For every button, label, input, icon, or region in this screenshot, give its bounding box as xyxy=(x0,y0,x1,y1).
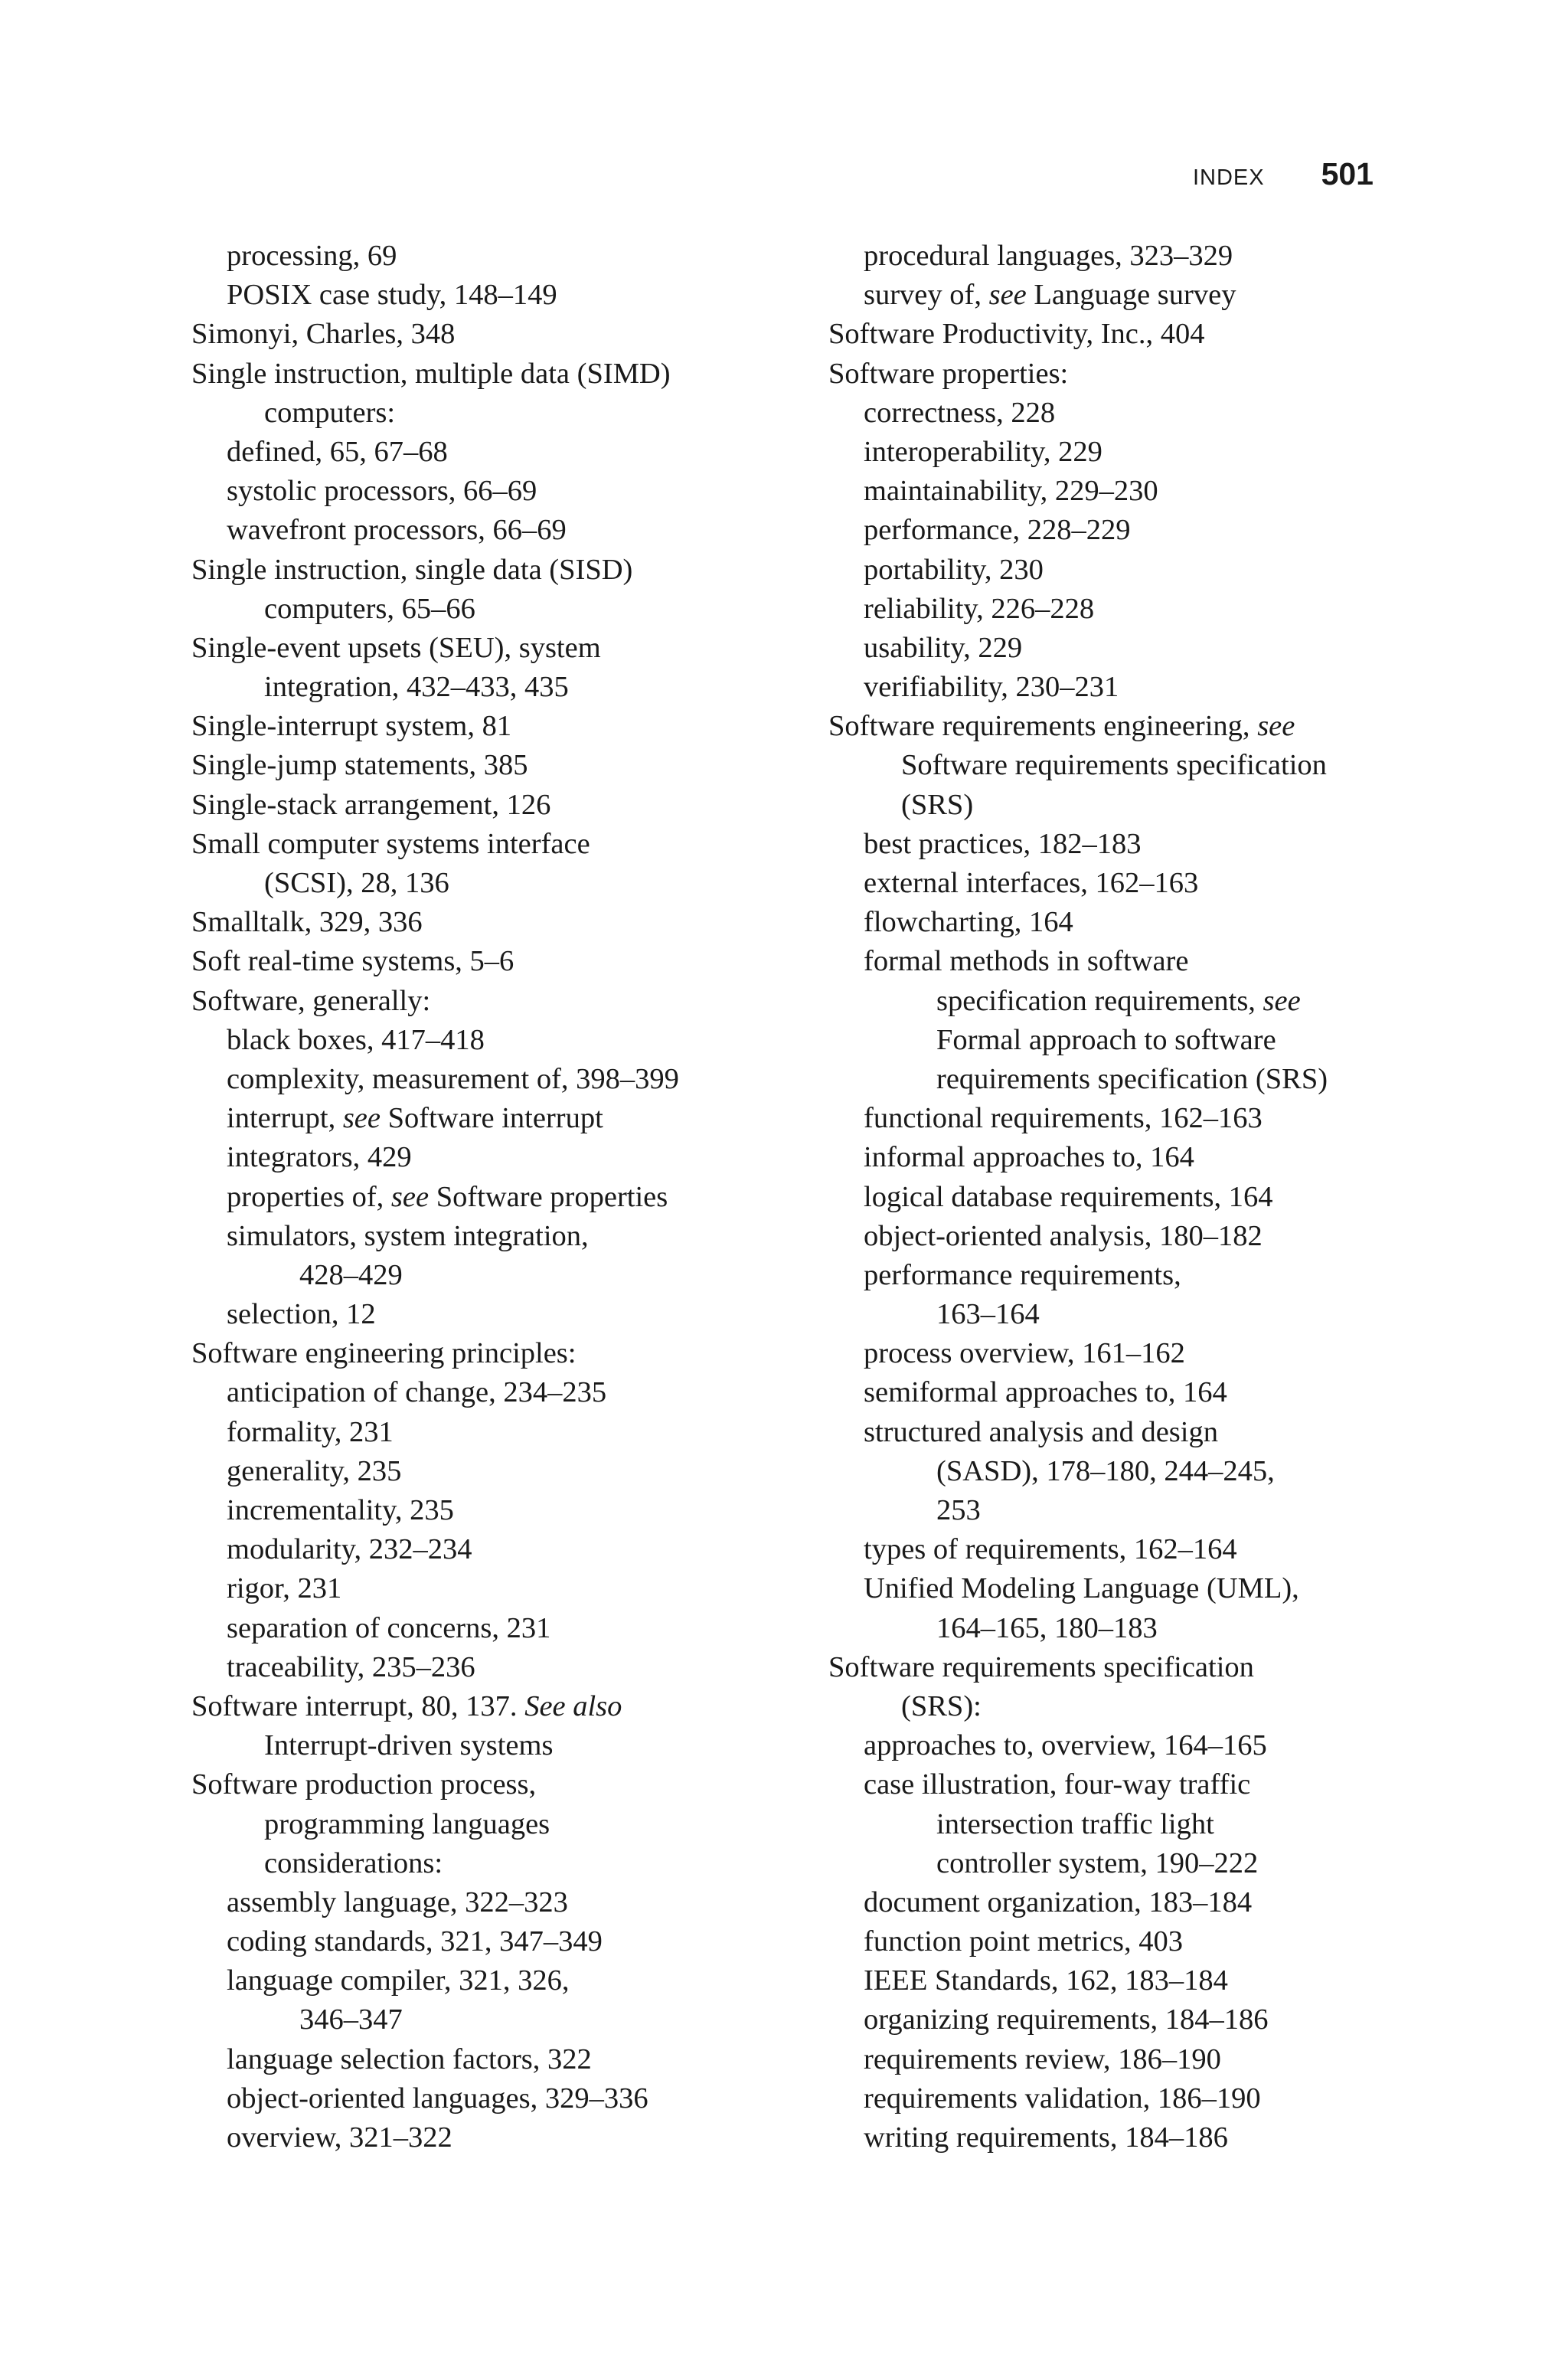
index-entry xyxy=(191,1452,773,1491)
index-entry-text: maintainability, 229–230 xyxy=(864,475,1158,508)
index-entry xyxy=(828,1883,1410,1922)
index-entry xyxy=(828,942,1410,981)
index-entry xyxy=(191,746,773,785)
index-entry xyxy=(828,433,1410,472)
index-entry xyxy=(828,1569,1410,1608)
index-entry xyxy=(828,1138,1410,1177)
index-entry-text: best practices, 182–183 xyxy=(864,827,1142,860)
index-entry-text: generality, 235 xyxy=(227,1454,402,1487)
index-entry xyxy=(828,825,1410,864)
index-entry xyxy=(828,707,1410,746)
index-entry xyxy=(191,982,773,1021)
index-entry xyxy=(191,2040,773,2079)
index-entry xyxy=(191,629,773,668)
index-entry xyxy=(191,1687,773,1726)
index-entry-text: correctness, 228 xyxy=(864,396,1056,429)
index-entry-text: functional requirements, 162–163 xyxy=(864,1102,1263,1135)
index-entry xyxy=(191,1805,773,1844)
index-entry xyxy=(191,551,773,590)
index-entry-text: 163–164 xyxy=(936,1298,1040,1331)
index-entry xyxy=(191,1021,773,1060)
index-entry xyxy=(828,1530,1410,1569)
index-entry-text: survey of, xyxy=(864,279,989,312)
index-entry xyxy=(828,1844,1410,1883)
index-entry xyxy=(191,1217,773,1256)
index-entry xyxy=(828,2040,1410,2079)
index-entry-text: 346–347 xyxy=(299,2003,403,2036)
index-entry xyxy=(828,1295,1410,1334)
index-entry-text: Software interrupt, 80, 137. xyxy=(191,1689,525,1722)
index-entry xyxy=(828,1491,1410,1530)
index-entry xyxy=(191,2118,773,2157)
cross-reference-term: see xyxy=(390,1180,430,1213)
cross-reference-term: see xyxy=(1257,710,1295,743)
index-entry xyxy=(191,864,773,903)
cross-reference-target: Language survey xyxy=(1026,279,1236,312)
index-entry-text: (SRS): xyxy=(901,1689,982,1722)
index-entry xyxy=(828,1922,1410,1961)
index-entry xyxy=(828,1256,1410,1295)
index-entry-text: requirements validation, 186–190 xyxy=(864,2082,1261,2115)
index-entry xyxy=(191,1334,773,1373)
index-entry-text: structured analysis and design xyxy=(864,1415,1218,1448)
index-entry xyxy=(828,1687,1410,1726)
index-entry-text: formality, 231 xyxy=(227,1415,394,1448)
index-entry-text: organizing requirements, 184–186 xyxy=(864,2003,1269,2036)
index-entry xyxy=(191,511,773,550)
index-entry-text: language selection factors, 322 xyxy=(227,2043,592,2075)
index-entry-text: Software, generally: xyxy=(191,984,431,1017)
index-entry xyxy=(828,472,1410,511)
index-entry-text: performance requirements, xyxy=(864,1258,1181,1291)
index-entry-text: controller system, 190–222 xyxy=(936,1846,1259,1879)
index-entry xyxy=(828,1413,1410,1452)
index-entry xyxy=(191,1138,773,1177)
index-entry-text: selection, 12 xyxy=(227,1298,376,1331)
cross-reference-term: see xyxy=(1263,984,1301,1017)
index-entry xyxy=(828,276,1410,315)
index-entry xyxy=(828,903,1410,942)
cross-reference-term: See also xyxy=(524,1689,622,1722)
index-entry xyxy=(828,1021,1410,1060)
index-entry xyxy=(191,1726,773,1765)
index-entry xyxy=(828,2000,1410,2039)
index-entry xyxy=(191,394,773,433)
index-entry-text: semiformal approaches to, 164 xyxy=(864,1376,1227,1409)
index-entry-text: Single instruction, single data (SISD) xyxy=(191,553,633,586)
index-entry xyxy=(828,1373,1410,1412)
index-entry xyxy=(191,2079,773,2118)
index-entry xyxy=(191,1413,773,1452)
cross-reference-target: Software properties xyxy=(429,1180,668,1213)
index-column-right xyxy=(828,237,1410,2157)
index-entry-text: usability, 229 xyxy=(864,631,1023,664)
index-entry xyxy=(191,942,773,981)
index-entry xyxy=(828,1609,1410,1648)
index-entry xyxy=(828,394,1410,433)
index-entry xyxy=(828,2079,1410,2118)
index-entry-text: (SASD), 178–180, 244–245, xyxy=(936,1454,1275,1487)
index-entry xyxy=(191,1491,773,1530)
index-entry-text: flowcharting, 164 xyxy=(864,906,1073,939)
index-entry xyxy=(191,786,773,825)
index-entry-text: writing requirements, 184–186 xyxy=(864,2121,1228,2154)
index-entry xyxy=(191,472,773,511)
index-entry-text: interrupt, xyxy=(227,1102,343,1135)
cross-reference-term: see xyxy=(988,279,1027,312)
index-entry xyxy=(828,237,1410,276)
index-entry-text: simulators, system integration, xyxy=(227,1219,589,1252)
index-entry-text: black boxes, 417–418 xyxy=(227,1023,485,1056)
index-entry xyxy=(191,1569,773,1608)
index-entry xyxy=(828,1099,1410,1138)
index-entry xyxy=(191,2000,773,2039)
index-entry xyxy=(828,315,1410,354)
index-entry-text: informal approaches to, 164 xyxy=(864,1141,1194,1174)
index-entry-text: Soft real-time systems, 5–6 xyxy=(191,945,514,978)
index-entry-text: programming languages xyxy=(264,1807,550,1840)
index-entry xyxy=(191,1099,773,1138)
index-entry-text: complexity, measurement of, 398–399 xyxy=(227,1062,679,1095)
index-entry-text: document organization, 183–184 xyxy=(864,1886,1253,1918)
index-entry-text: requirements review, 186–190 xyxy=(864,2043,1221,2075)
index-entry-text: assembly language, 322–323 xyxy=(227,1886,568,1918)
index-entry xyxy=(191,1765,773,1804)
index-entry xyxy=(828,746,1410,785)
index-entry-text: Small computer systems interface xyxy=(191,827,590,860)
index-entry-text: Software Productivity, Inc., 404 xyxy=(828,318,1205,351)
index-entry-text: modularity, 232–234 xyxy=(227,1533,472,1566)
index-entry-text: processing, 69 xyxy=(227,240,397,272)
index-entry-text: intersection traffic light xyxy=(936,1807,1214,1840)
index-entry-text: case illustration, four-way traffic xyxy=(864,1768,1251,1801)
index-entry-text: considerations: xyxy=(264,1846,443,1879)
index-entry-text: Software requirements specification xyxy=(828,1650,1254,1683)
index-entry-text: IEEE Standards, 162, 183–184 xyxy=(864,1964,1228,1997)
index-entry-text: approaches to, overview, 164–165 xyxy=(864,1729,1267,1762)
index-entry-text: Software engineering principles: xyxy=(191,1337,577,1370)
index-entry-text: Unified Modeling Language (UML), xyxy=(864,1572,1299,1605)
index-entry xyxy=(191,668,773,707)
index-entry-text: external interfaces, 162–163 xyxy=(864,867,1199,899)
index-entry-text: types of requirements, 162–164 xyxy=(864,1533,1237,1566)
index-entry xyxy=(191,276,773,315)
index-entry-text: 428–429 xyxy=(299,1258,403,1291)
index-entry xyxy=(191,433,773,472)
index-entry xyxy=(191,315,773,354)
index-entry xyxy=(191,903,773,942)
index-entry xyxy=(191,237,773,276)
running-head: INDEX xyxy=(1192,165,1265,190)
index-entry xyxy=(828,864,1410,903)
index-entry xyxy=(828,355,1410,394)
index-entry xyxy=(191,590,773,629)
cross-reference-target: Software interrupt xyxy=(381,1102,603,1135)
index-entry xyxy=(191,1178,773,1217)
index-entry-text: computers: xyxy=(264,396,396,429)
index-entry xyxy=(191,1060,773,1099)
index-entry-text: Formal approach to software xyxy=(936,1023,1276,1056)
index-entry-text: function point metrics, 403 xyxy=(864,1925,1184,1958)
index-entry-text: formal methods in software xyxy=(864,945,1189,978)
index-entry-text: anticipation of change, 234–235 xyxy=(227,1376,607,1409)
index-entry xyxy=(191,355,773,394)
index-entry xyxy=(191,1883,773,1922)
index-entry xyxy=(828,590,1410,629)
index-entry-text: Interrupt-driven systems xyxy=(264,1729,554,1762)
index-entry xyxy=(828,629,1410,668)
index-entry-text: interoperability, 229 xyxy=(864,435,1102,468)
index-entry-text: portability, 230 xyxy=(864,553,1044,586)
index-entry xyxy=(828,1765,1410,1804)
index-entry-text: Single-stack arrangement, 126 xyxy=(191,788,551,821)
index-entry-text: Single instruction, multiple data (SIMD) xyxy=(191,357,671,390)
index-entry-text: verifiability, 230–231 xyxy=(864,671,1119,704)
index-entry-text: specification requirements, xyxy=(936,984,1263,1017)
index-entry-text: language compiler, 321, 326, xyxy=(227,1964,570,1997)
index-entry xyxy=(191,707,773,746)
index-entry-text: coding standards, 321, 347–349 xyxy=(227,1925,603,1958)
index-entry-text: POSIX case study, 148–149 xyxy=(227,279,557,312)
index-entry xyxy=(191,1648,773,1687)
index-entry-text: logical database requirements, 164 xyxy=(864,1180,1273,1213)
index-entry xyxy=(828,1217,1410,1256)
index-entry xyxy=(828,1334,1410,1373)
index-entry-text: incrementality, 235 xyxy=(227,1494,454,1526)
index-entry-text: Software production process, xyxy=(191,1768,537,1801)
index-entry-text: Software requirements engineering, xyxy=(828,710,1258,743)
index-entry xyxy=(191,1373,773,1412)
index-entry-text: (SRS) xyxy=(901,788,974,821)
index-entry xyxy=(191,825,773,864)
index-entry-text: Software properties: xyxy=(828,357,1069,390)
index-entry xyxy=(191,1922,773,1961)
index-entry xyxy=(828,786,1410,825)
index-entry-text: Single-event upsets (SEU), system xyxy=(191,631,601,664)
index-entry-text: requirements specification (SRS) xyxy=(936,1062,1328,1095)
index-entry-text: rigor, 231 xyxy=(227,1572,342,1605)
index-entry-text: separation of concerns, 231 xyxy=(227,1611,551,1644)
index-entry-text: properties of, xyxy=(227,1180,391,1213)
index-entry xyxy=(828,982,1410,1021)
index-entry xyxy=(191,1295,773,1334)
index-entry-text: procedural languages, 323–329 xyxy=(864,240,1233,272)
index-entry-text: systolic processors, 66–69 xyxy=(227,475,537,508)
index-column-left xyxy=(191,237,773,2157)
index-entry-text: Single-jump statements, 385 xyxy=(191,749,528,782)
index-entry-text: integration, 432–433, 435 xyxy=(264,671,569,704)
index-entry xyxy=(828,1060,1410,1099)
index-entry-text: Simonyi, Charles, 348 xyxy=(191,318,456,351)
index-entry-text: traceability, 235–236 xyxy=(227,1650,475,1683)
page-number: 501 xyxy=(1321,156,1374,191)
cross-reference-term: see xyxy=(342,1102,381,1135)
index-entry xyxy=(828,1805,1410,1844)
index-entry-text: integrators, 429 xyxy=(227,1141,412,1174)
index-entry-text: performance, 228–229 xyxy=(864,514,1131,547)
index-entry xyxy=(191,1844,773,1883)
index-entry-text: process overview, 161–162 xyxy=(864,1337,1185,1370)
index-entry-text: object-oriented analysis, 180–182 xyxy=(864,1219,1263,1252)
index-entry-text: 164–165, 180–183 xyxy=(936,1611,1158,1644)
page-header xyxy=(1193,156,1374,192)
index-entry xyxy=(828,1178,1410,1217)
index-entry-text: Software requirements specification xyxy=(901,749,1327,782)
index-entry xyxy=(828,1452,1410,1491)
index-entry-text: 253 xyxy=(936,1494,981,1526)
index-entry-text: defined, 65, 67–68 xyxy=(227,435,448,468)
index-entry xyxy=(828,511,1410,550)
index-entry xyxy=(828,668,1410,707)
index-entry xyxy=(191,1609,773,1648)
index-entry-text: (SCSI), 28, 136 xyxy=(264,867,449,899)
index-entry-text: overview, 321–322 xyxy=(227,2121,452,2154)
index-entry xyxy=(191,1961,773,2000)
index-entry-text: object-oriented languages, 329–336 xyxy=(227,2082,648,2115)
index-entry xyxy=(191,1530,773,1569)
index-entry-text: Smalltalk, 329, 336 xyxy=(191,906,423,939)
index-entry xyxy=(191,1256,773,1295)
index-entry-text: computers, 65–66 xyxy=(264,592,475,625)
index-entry-text: wavefront processors, 66–69 xyxy=(227,514,567,547)
index-entry-text: reliability, 226–228 xyxy=(864,592,1095,625)
index-entry-text: Single-interrupt system, 81 xyxy=(191,710,512,743)
index-entry xyxy=(828,1648,1410,1687)
index-entry xyxy=(828,1961,1410,2000)
index-entry xyxy=(828,551,1410,590)
index-entry xyxy=(828,1726,1410,1765)
index-entry xyxy=(828,2118,1410,2157)
